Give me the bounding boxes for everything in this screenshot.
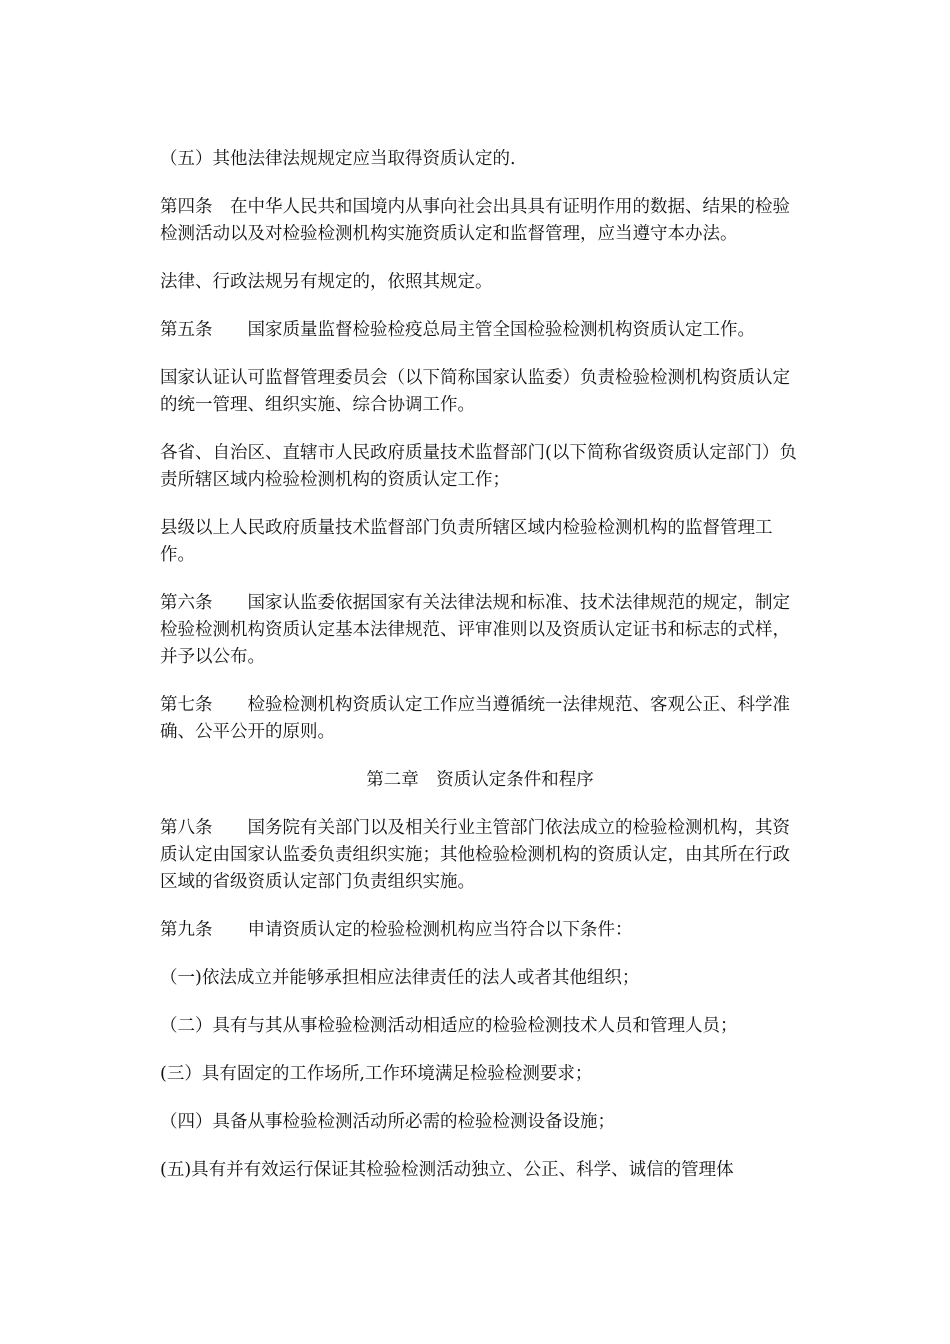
condition-5: (五)具有并有效运行保证其检验检测活动独立、公正、科学、诚信的管理体 [160, 1160, 734, 1180]
condition-3: (三）具有固定的工作场所,工作环境满足检验检测要求； [160, 1064, 593, 1084]
article-7: 第七条 检验检测机构资质认定工作应当遵循统一法律规范、客观公正、科学准确、公平公开的原则。 [160, 695, 790, 742]
article-4: 第四条 在中华人民共和国境内从事向社会出具具有证明作用的数据、结果的检验检测活动以及对检验检测机构实施资质认定和监督管理，应当遵守本办法。 [160, 197, 790, 244]
article-4-note: 法律、行政法规另有规定的，依照其规定。 [160, 272, 493, 292]
article-5-county: 县级以上人民政府质量技术监督部门负责所辖区域内检验检测机构的监督管理工作。 [160, 518, 773, 565]
article-6: 第六条 国家认监委依据国家有关法律法规和标准、技术法律规范的规定，制定检验检测机构资质认定基本法律规范、评审准则以及资质认定证书和标志的式样，并予以公布。 [160, 593, 790, 667]
condition-2: （二）具有与其从事检验检测活动相适应的检验检测技术人员和管理人员； [160, 1016, 738, 1036]
chapter-2-heading: 第二章 资质认定条件和程序 [366, 770, 594, 790]
article-8: 第八条 国务院有关部门以及相关行业主管部门依法成立的检验检测机构，其资质认定由国家认监委负责组织实施；其他检验检测机构的资质认定，由其所在行政区域的省级资质认定部门负责组织实施。 [160, 818, 790, 892]
article-5-cnca: 国家认证认可监督管理委员会（以下简称国家认监委）负责检验检测机构资质认定的统一管理、组织实施、综合协调工作。 [160, 368, 790, 415]
article-5: 第五条 国家质量监督检验检疫总局主管全国检验检测机构资质认定工作。 [160, 320, 755, 340]
item-5-other-laws: （五）其他法律法规规定应当取得资质认定的. [160, 149, 516, 169]
article-9: 第九条 申请资质认定的检验检测机构应当符合以下条件： [160, 920, 633, 940]
condition-1: （一)依法成立并能够承担相应法律责任的法人或者其他组织； [160, 968, 640, 988]
document-body [160, 146, 800, 1205]
article-5-provincial: 各省、自治区、直辖市人民政府质量技术监督部门(以下简称省级资质认定部门）负责所辖区域内检验检测机构的资质认定工作； [160, 443, 797, 490]
condition-4: （四）具备从事检验检测活动所必需的检验检测设备设施； [160, 1112, 615, 1132]
